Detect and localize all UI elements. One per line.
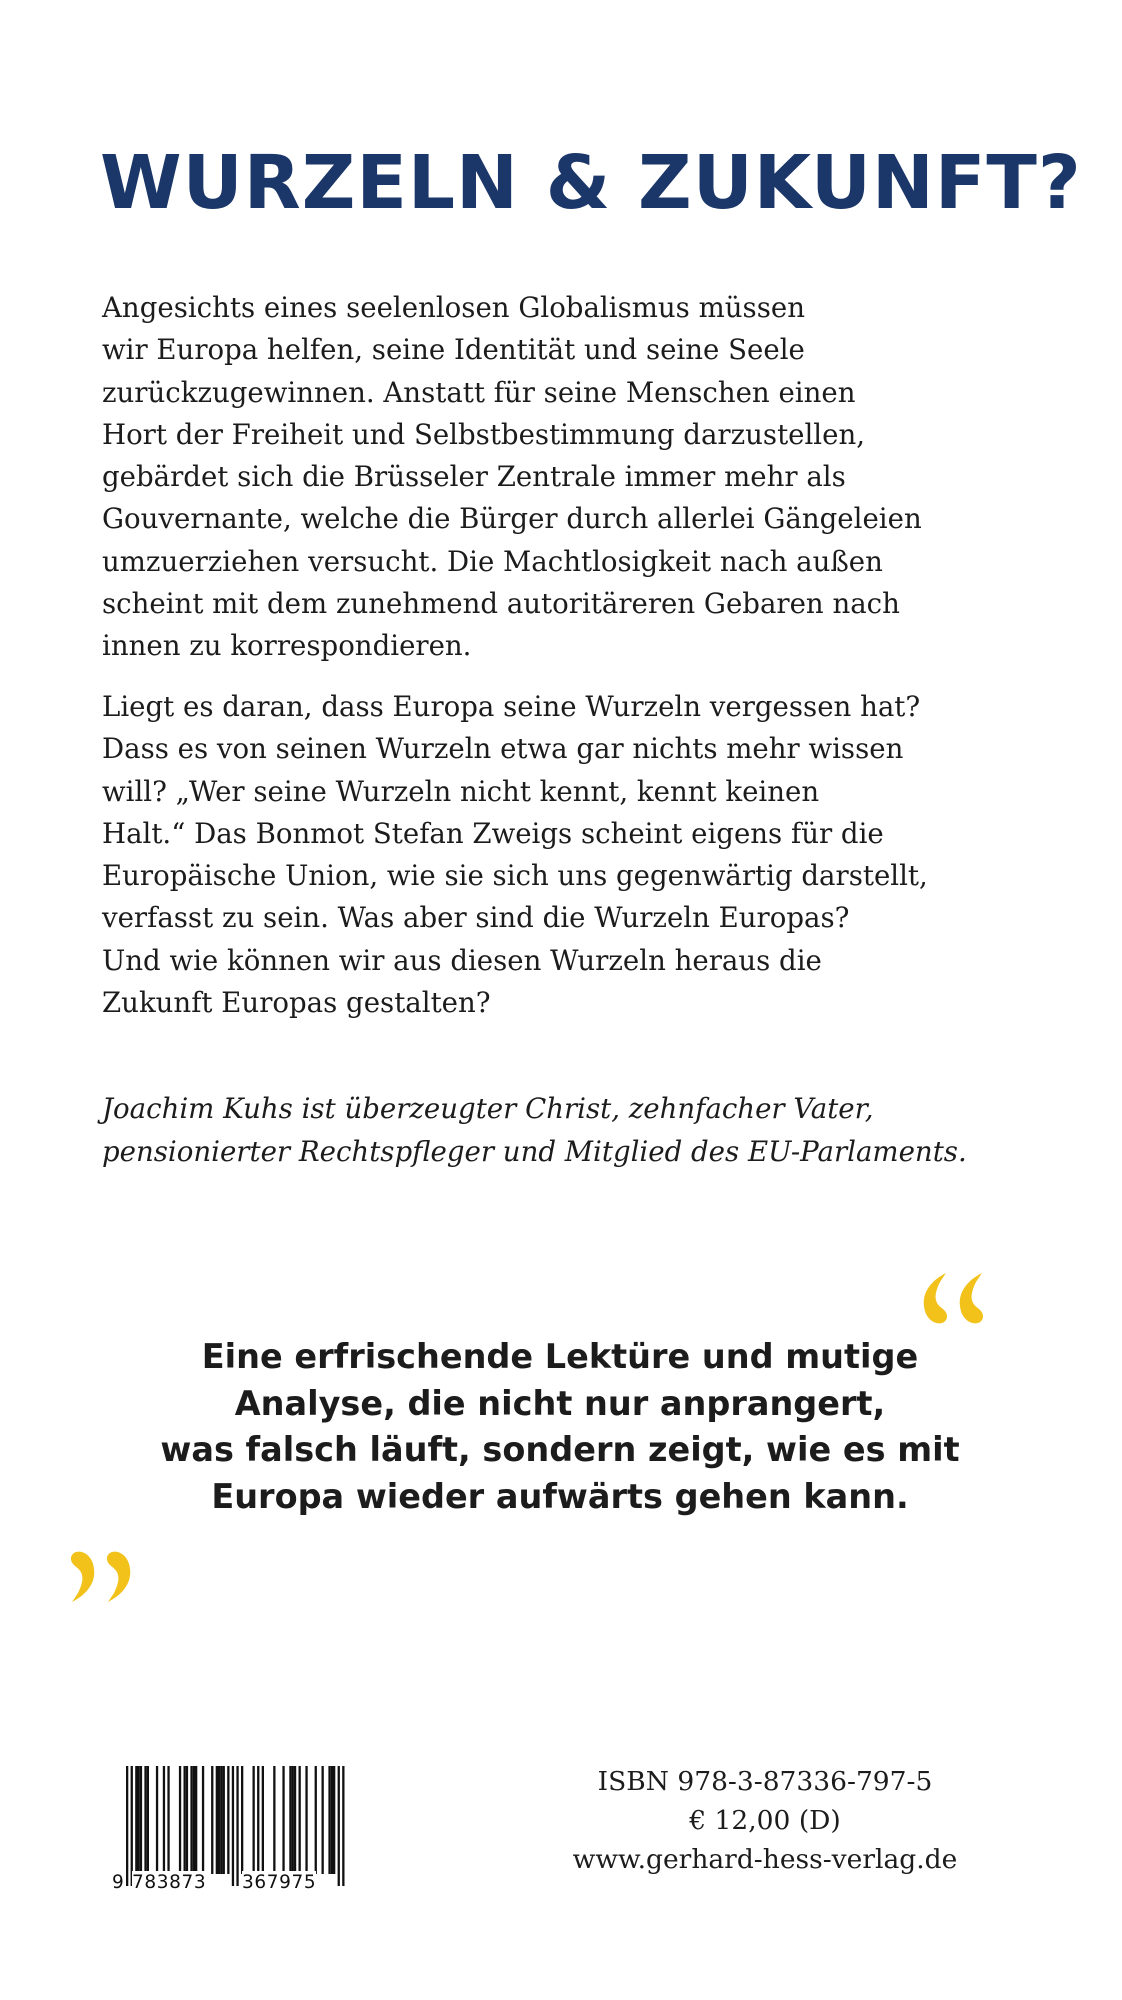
publisher-website: www.gerhard-hess-verlag.de [572, 1844, 958, 1875]
bio-line: Joachim Kuhs ist überzeugter Christ, zehnfacher Vater, [102, 1092, 874, 1125]
page-title: WURZELN & ZUKUNFT? [100, 140, 1082, 226]
barcode-bar [218, 1766, 220, 1874]
barcode-bar [131, 1766, 133, 1886]
publication-info [560, 1762, 970, 1879]
bio-line: pensionierter Rechtspfleger und Mitglied des EU-Parlaments. [102, 1134, 967, 1168]
barcode-bar [202, 1766, 204, 1874]
text-line: Liegt es daran, dass Europa seine Wurzeln vergessen hat? [102, 690, 921, 723]
text-line: umzuerziehen versucht. Die Machtlosigkeit nach außen [102, 544, 883, 578]
isbn-text: ISBN 978-3-87336-797-5 [597, 1766, 933, 1797]
barcode-bar [138, 1766, 140, 1874]
barcode-bar [262, 1766, 264, 1874]
text-line: Dass es von seinen Wurzeln etwa gar nichts mehr wissen [102, 732, 904, 766]
barcode-digit-first: 9 [112, 1872, 124, 1893]
author-bio [102, 1088, 1062, 1173]
quote-mark-shape [960, 1273, 983, 1323]
barcode-bar [195, 1766, 197, 1874]
text-line: zurückzugewinnen. Anstatt für seine Menschen einen [102, 375, 856, 409]
quote-mark-shape [924, 1273, 947, 1323]
text-line: Und wie können wir aus diesen Wurzeln heraus die [102, 943, 822, 977]
barcode-bar [282, 1766, 284, 1874]
barcode-bar [328, 1766, 330, 1874]
quote-mark-shape [107, 1552, 130, 1602]
barcode-bar [331, 1766, 333, 1874]
text-line: Gouvernante, welche die Bürger durch allerlei Gängeleien [102, 502, 922, 536]
barcode-bar [294, 1766, 296, 1874]
opening-quote-icon [920, 1270, 988, 1330]
barcode-bar [315, 1766, 317, 1874]
barcode-bar [193, 1766, 195, 1874]
barcode-digits-right: 367975 [242, 1872, 317, 1893]
text-line: gebärdet sich die Brüsseler Zentrale immer mehr als [102, 460, 846, 494]
barcode-bar [220, 1766, 222, 1874]
barcode-bar [333, 1766, 335, 1874]
isbn-barcode [112, 1766, 352, 1894]
barcode-bar [135, 1766, 137, 1874]
text-line: Hort der Freiheit und Selbstbestimmung darzustellen, [102, 417, 866, 451]
text-line: scheint mit dem zunehmend autoritäreren Gebaren nach [102, 587, 900, 621]
barcode-bar [273, 1766, 275, 1874]
barcode-bar [190, 1766, 192, 1874]
description-paragraph-1 [102, 287, 1062, 668]
barcode-bar [232, 1766, 234, 1886]
quote-line: Eine erfrischende Lektüre und mutige [201, 1337, 919, 1376]
barcode-bar [126, 1766, 128, 1886]
barcode-bar [140, 1766, 142, 1874]
barcode-bar [179, 1766, 181, 1874]
barcode-bar [184, 1766, 186, 1874]
text-line: wir Europa helfen, seine Identität und seine Seele [102, 333, 805, 367]
barcode-bar [211, 1766, 213, 1874]
barcode-bar [216, 1766, 218, 1874]
barcode-bar [147, 1766, 149, 1874]
text-line: Europäische Union, wie sie sich uns gegenwärtig darstellt, [102, 859, 928, 893]
barcode-bar [342, 1766, 344, 1886]
text-line: innen zu korrespondieren. [102, 629, 472, 663]
quote-line: was falsch läuft, sondern zeigt, wie es mit [160, 1430, 960, 1469]
barcode-bar [289, 1766, 291, 1874]
barcode-bar [163, 1766, 165, 1874]
barcode-bar [227, 1766, 229, 1874]
barcode-digits-left: 783873 [132, 1872, 207, 1893]
barcode-bar [223, 1766, 225, 1874]
barcode-bar [186, 1766, 188, 1874]
barcode-bar [257, 1766, 259, 1874]
quote-mark-shape [71, 1552, 94, 1602]
text-line: Angesichts eines seelenlosen Globalismus müssen [102, 291, 805, 324]
barcode-bar [156, 1766, 158, 1874]
barcode-bar [338, 1766, 340, 1886]
text-line: verfasst zu sein. Was aber sind die Wurzeln Europas? [102, 901, 850, 935]
quote-line: Analyse, die nicht nur anprangert, [234, 1383, 886, 1423]
quote-line: Europa wieder aufwärts gehen kann. [211, 1476, 909, 1516]
text-line: will? „Wer seine Wurzeln nicht kennt, kennt keinen [102, 774, 820, 808]
barcode-bar [305, 1766, 307, 1874]
barcode-bar [299, 1766, 301, 1874]
barcode-bar [236, 1766, 238, 1886]
barcode-bar [253, 1766, 255, 1874]
barcode-bar [292, 1766, 294, 1874]
testimonial-quote [60, 1334, 1060, 1520]
text-line: Zukunft Europas gestalten? [102, 986, 491, 1020]
barcode-bar [241, 1766, 243, 1874]
text-line: Halt.“ Das Bonmot Stefan Zweigs scheint eigens für die [102, 816, 884, 850]
description-paragraph-2 [102, 686, 1062, 1024]
barcode-bar [167, 1766, 169, 1874]
price-text: € 12,00 (D) [689, 1805, 841, 1836]
barcode-digits [112, 1871, 352, 1895]
closing-quote-icon [66, 1545, 134, 1605]
barcode-bar [144, 1766, 146, 1874]
barcode-bar [322, 1766, 324, 1874]
